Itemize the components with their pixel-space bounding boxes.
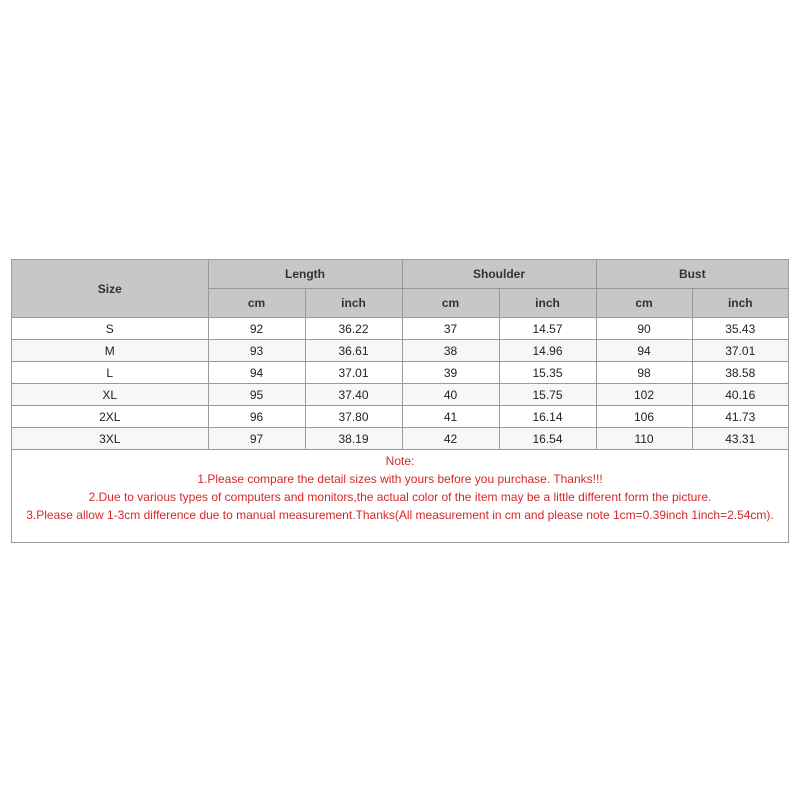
value-cell: 97 <box>208 428 305 450</box>
size-chart <box>11 259 789 543</box>
bust-inch-header: inch <box>692 289 788 318</box>
value-cell: 94 <box>596 340 692 362</box>
value-cell: 94 <box>208 362 305 384</box>
value-cell: 16.14 <box>499 406 596 428</box>
value-cell: 90 <box>596 318 692 340</box>
value-cell: 41.73 <box>692 406 788 428</box>
value-cell: 14.57 <box>499 318 596 340</box>
length-cm-header: cm <box>208 289 305 318</box>
table-row <box>12 362 788 384</box>
value-cell: 42 <box>402 428 499 450</box>
value-cell: 37 <box>402 318 499 340</box>
table-row <box>12 318 788 340</box>
value-cell: 37.01 <box>305 362 402 384</box>
value-cell: 96 <box>208 406 305 428</box>
value-cell: 35.43 <box>692 318 788 340</box>
value-cell: 15.75 <box>499 384 596 406</box>
value-cell: 102 <box>596 384 692 406</box>
table-row <box>12 406 788 428</box>
size-cell: S <box>12 318 208 340</box>
value-cell: 39 <box>402 362 499 384</box>
value-cell: 37.80 <box>305 406 402 428</box>
value-cell: 36.22 <box>305 318 402 340</box>
value-cell: 98 <box>596 362 692 384</box>
shoulder-inch-header: inch <box>499 289 596 318</box>
size-table <box>12 260 788 450</box>
value-cell: 92 <box>208 318 305 340</box>
size-cell: 3XL <box>12 428 208 450</box>
value-cell: 16.54 <box>499 428 596 450</box>
value-cell: 41 <box>402 406 499 428</box>
shoulder-group-header: Shoulder <box>402 260 596 289</box>
note-line-1: 1.Please compare the detail sizes with yours before you purchase. Thanks!!! <box>197 472 603 486</box>
value-cell: 38 <box>402 340 499 362</box>
table-row <box>12 428 788 450</box>
value-cell: 40 <box>402 384 499 406</box>
value-cell: 106 <box>596 406 692 428</box>
value-cell: 95 <box>208 384 305 406</box>
bust-cm-header: cm <box>596 289 692 318</box>
table-row <box>12 384 788 406</box>
value-cell: 38.58 <box>692 362 788 384</box>
size-cell: XL <box>12 384 208 406</box>
shoulder-cm-header: cm <box>402 289 499 318</box>
size-column-header: Size <box>12 260 208 318</box>
value-cell: 110 <box>596 428 692 450</box>
notes-block <box>12 452 788 524</box>
length-group-header: Length <box>208 260 402 289</box>
value-cell: 37.01 <box>692 340 788 362</box>
value-cell: 36.61 <box>305 340 402 362</box>
value-cell: 37.40 <box>305 384 402 406</box>
note-line-3: 3.Please allow 1-3cm difference due to manual measurement.Thanks(All measurement in cm and please note 1cm=0.39inch 1inch=2.54cm). <box>26 508 774 522</box>
value-cell: 38.19 <box>305 428 402 450</box>
value-cell: 15.35 <box>499 362 596 384</box>
value-cell: 40.16 <box>692 384 788 406</box>
value-cell: 93 <box>208 340 305 362</box>
value-cell: 43.31 <box>692 428 788 450</box>
size-cell: M <box>12 340 208 362</box>
size-cell: 2XL <box>12 406 208 428</box>
note-title: Note: <box>385 454 415 468</box>
size-cell: L <box>12 362 208 384</box>
bust-group-header: Bust <box>596 260 788 289</box>
length-inch-header: inch <box>305 289 402 318</box>
size-table-body <box>12 318 788 450</box>
value-cell: 14.96 <box>499 340 596 362</box>
table-row <box>12 340 788 362</box>
note-line-2: 2.Due to various types of computers and monitors,the actual color of the item may be a little different form the picture. <box>88 490 712 504</box>
